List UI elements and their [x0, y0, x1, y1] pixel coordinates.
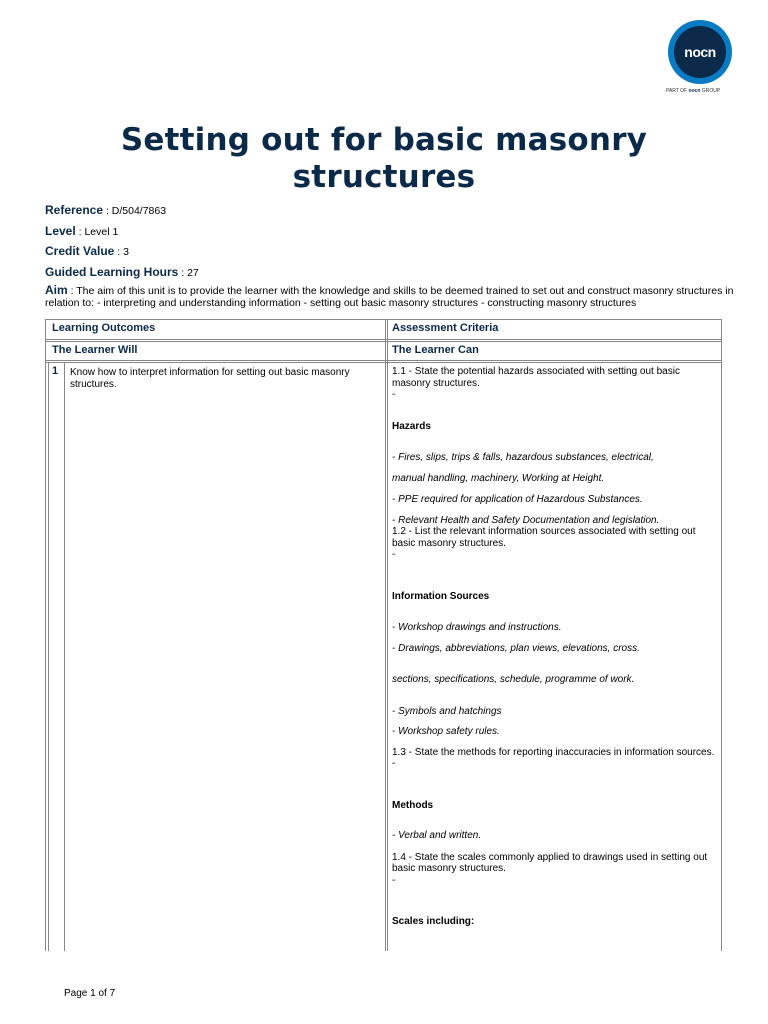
hours-line	[45, 265, 199, 279]
logo-tagline: PART OF nocn GROUP	[666, 88, 721, 94]
hazard-item: manual handling, machinery, Working at Height.	[392, 472, 605, 484]
table-rule	[45, 360, 722, 361]
reference-label: Reference	[45, 203, 104, 217]
table-rule	[385, 319, 386, 951]
source-item: - Workshop drawings and instructions.	[392, 622, 562, 633]
credit-value: : 3	[114, 246, 129, 258]
hazard-item: - Relevant Health and Safety Documentation and legislation.	[392, 514, 660, 526]
credit-label: Credit Value	[45, 244, 115, 258]
source-item: - Workshop safety rules.	[392, 726, 500, 737]
criterion-1-2: 1.2 - List the relevant information sources associated with setting out basic masonry structures.	[392, 526, 696, 549]
method-item: - Verbal and written.	[392, 830, 482, 841]
assessment-criteria-header: Assessment Criteria	[392, 322, 499, 334]
table-rule	[45, 319, 722, 320]
level-line	[45, 224, 118, 238]
aim-value: : The aim of this unit is to provide the learner with the knowledge and skills to be deemed trained to set out and construct masonry structures in relation to: - interpreting and understanding information - setting out basic masonry structures - constructing masonry structures	[45, 285, 734, 309]
dash: -	[392, 549, 396, 560]
outcome-text: Know how to interpret information for setting out basic masonry structures.	[70, 367, 350, 390]
information-sources-heading: Information Sources	[392, 590, 490, 602]
table-rule	[721, 319, 722, 951]
nocn-logo	[666, 20, 738, 94]
table-rule	[45, 339, 722, 340]
source-item: - Drawings, abbreviations, plan views, elevations, cross.	[392, 642, 640, 654]
source-item: - Symbols and hatchings	[392, 705, 502, 717]
table-rule	[387, 319, 388, 951]
hazard-item: - Fires, slips, trips & falls, hazardous substances, electrical,	[392, 452, 654, 463]
table-rule	[48, 362, 49, 951]
reference-line	[45, 203, 166, 217]
level-value: : Level 1	[75, 226, 119, 238]
dash: -	[392, 874, 396, 886]
scales-heading: Scales including:	[392, 916, 475, 927]
table-rule	[45, 341, 722, 342]
logo-ring	[668, 20, 732, 84]
table-rule	[45, 362, 722, 363]
reference-value: : D/504/7863	[103, 205, 167, 217]
credit-line	[45, 244, 129, 258]
hazards-heading: Hazards	[392, 420, 431, 432]
learner-can-header: The Learner Can	[392, 344, 479, 356]
page-title: Setting out for basic masonry structures	[120, 122, 648, 195]
table-rule	[64, 362, 65, 951]
hazard-item: - PPE required for application of Hazardous Substances.	[392, 494, 643, 505]
hours-value: : 27	[178, 267, 199, 279]
aim-label: Aim	[45, 283, 68, 297]
outcome-number: 1	[52, 365, 59, 377]
table-rule	[45, 319, 46, 951]
methods-heading: Methods	[392, 799, 434, 811]
criterion-1-4: 1.4 - State the scales commonly applied to drawings used in setting out basic masonry structures.	[392, 851, 708, 874]
source-item: sections, specifications, schedule, programme of work.	[392, 674, 635, 685]
level-label: Level	[45, 224, 76, 238]
criterion-1-1: 1.1 - State the potential hazards associated with setting out basic masonry structures.	[392, 366, 680, 389]
hours-label: Guided Learning Hours	[45, 265, 179, 279]
logo-text: nocn	[674, 26, 726, 78]
dash: -	[392, 389, 396, 400]
criteria-cell	[392, 366, 718, 928]
learning-outcomes-header: Learning Outcomes	[52, 322, 156, 334]
criterion-1-3: 1.3 - State the methods for reporting inaccuracies in information sources.	[392, 746, 715, 758]
dash: -	[392, 758, 396, 769]
page-number: Page 1 of 7	[64, 988, 116, 999]
aim-paragraph	[45, 284, 735, 309]
learner-will-header: The Learner Will	[52, 344, 138, 356]
